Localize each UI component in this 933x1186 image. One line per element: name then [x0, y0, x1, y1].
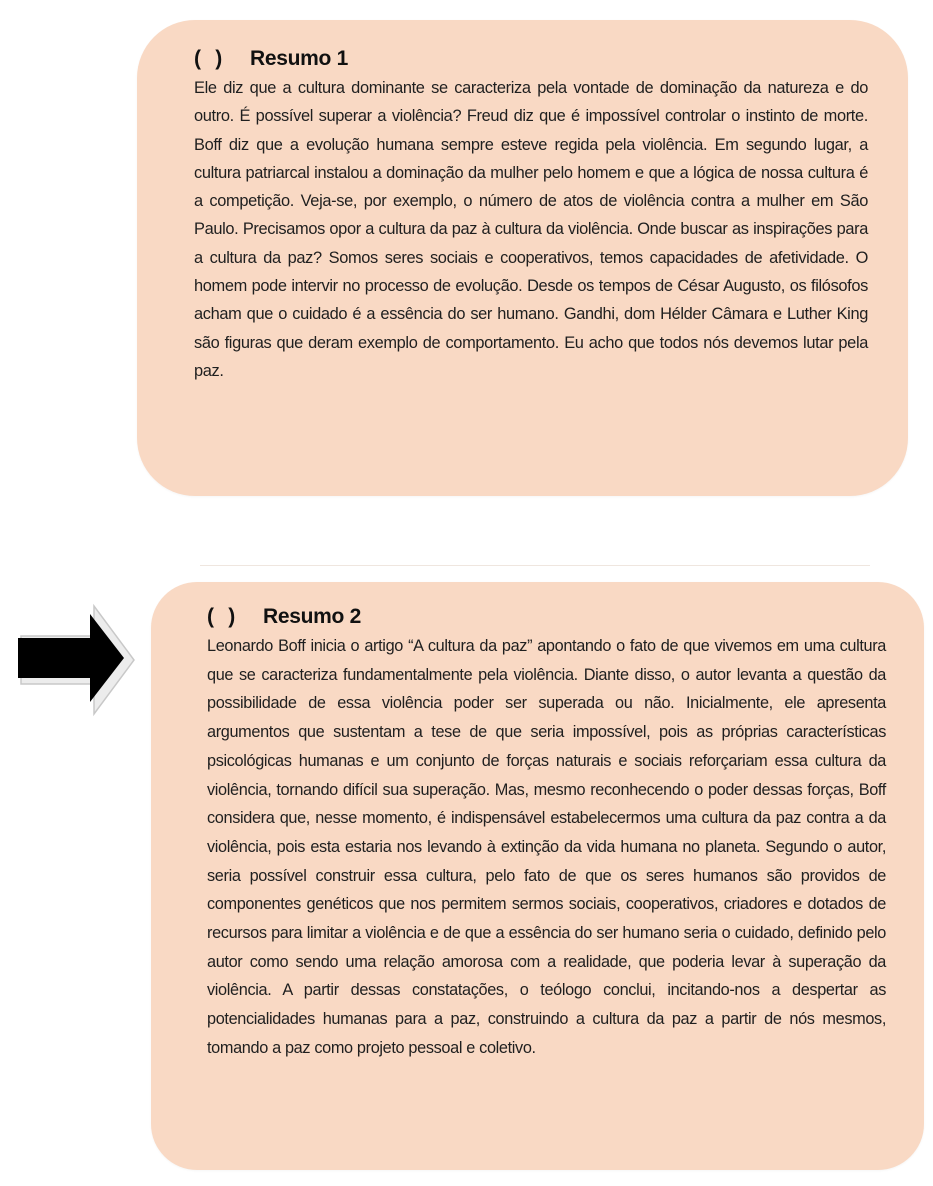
resumo-1-heading [194, 46, 868, 72]
resumo-1-title: Resumo 1 [250, 47, 348, 70]
resumo-2-body: Leonardo Boff inicia o artigo “A cultura da paz” apontando o fato de que vivemos em uma cultura que se caracteriza fundamentalmente pela violência. Diante disso, o autor levanta a questão da possibilidade de essa violência poder ser superada ou não. Inicialmente, ele apresenta argumentos que sustentam a tese de que seria impossível, pois as próprias características psicológicas humanas e um conjunto de forças naturais e sociais reforçariam essa cultura da violência, tornando difícil sua superação. Mas, mesmo reconhecendo o poder dessas forças, Boff considera que, nesse momento, é indispensável estabelecermos uma cultura da paz contra a da violência, pois esta estaria nos levando à extinção da vida humana no planeta. Segundo o autor, seria possível construir essa cultura, pelo fato de que os seres humanos são providos de componentes genéticos que nos permitem sermos sociais, cooperativos, criadores e dotados de recursos para limitar a violência e de que a essência do ser humano seria o cuidado, definido pelo autor como sendo uma relação amorosa com a realidade, que poderia levar à superação da violência. A partir dessas constatações, o teólogo conclui, incitando-nos a despertar as potencialidades humanas para a paz, construindo a cultura da paz a partir de nós mesmos, tomando a paz como projeto pessoal e coletivo. [207, 637, 886, 1057]
resumo-1-body: Ele diz que a cultura dominante se caracteriza pela vontade de dominação da natureza e do outro. É possível superar a violência? Freud diz que é impossível controlar o instinto de morte. Boff diz que a evolução humana sempre esteve regida pela violência. Em segundo lugar, a cultura patriarcal instalou a dominação da mulher pelo homem e que a lógica de nossa cultura é a competição. Veja-se, por exemplo, o número de atos de violência contra a mulher em São Paulo. Precisamos opor a cultura da paz à cultura da violência. Onde buscar as inspirações para a cultura da paz? Somos seres sociais e cooperativos, temos capacidades de afetividade. O homem pode intervir no processo de evolução. Desde os tempos de César Augusto, os filósofos acham que o cuidado é a essência do ser humano. Gandhi, dom Hélder Câmara e Luther King são figuras que deram exemplo de comportamento. Eu acho que todos nós devemos lutar pela paz. [194, 79, 868, 380]
resumo-2-card [151, 582, 924, 1170]
right-arrow-icon [18, 600, 136, 718]
divider [200, 565, 870, 566]
resumo-1-checkbox[interactable]: ( ) [194, 47, 222, 70]
resumo-2-heading [207, 604, 886, 630]
resumo-1-card [137, 20, 908, 496]
resumo-2-title: Resumo 2 [263, 605, 361, 628]
resumo-2-checkbox[interactable]: ( ) [207, 605, 235, 628]
